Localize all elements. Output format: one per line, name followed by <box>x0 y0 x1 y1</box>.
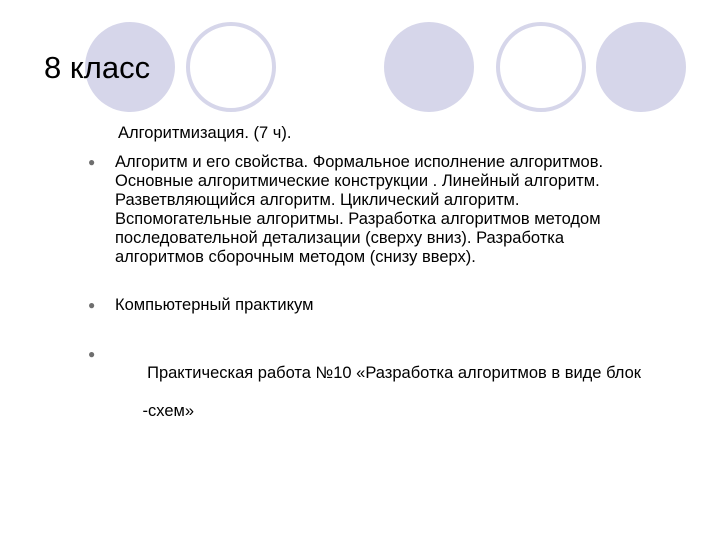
list-item <box>88 345 720 440</box>
text-line: Практическая работа №10 «Разработка алгоритмов в виде блок <box>142 364 641 382</box>
text-line: алгоритмов сборочным методом (снизу вверх). <box>115 248 476 266</box>
text-line: Компьютерный практикум <box>115 296 314 314</box>
list-item <box>88 296 720 315</box>
decorative-circle-outline <box>186 22 276 112</box>
bullet-icon: ● <box>88 298 96 312</box>
decorative-circle-filled <box>384 22 474 112</box>
text-line: -схем» <box>142 402 195 420</box>
list-item-text <box>115 296 720 315</box>
slide-title: 8 класс <box>44 50 151 85</box>
text-line: Алгоритм и его свойства. Формальное исполнение алгоритмов. <box>115 153 604 171</box>
list-item-text <box>115 345 720 440</box>
list-item <box>88 153 720 267</box>
bullet-icon: ● <box>88 347 96 361</box>
text-line: последовательной детализации (сверху вниз). Разработка <box>115 229 565 247</box>
decorative-circle-filled <box>596 22 686 112</box>
text-line: Разветвляющийся алгоритм. Циклический алгоритм. <box>115 191 520 209</box>
text-line: Основные алгоритмические конструкции . Линейный алгоритм. <box>115 172 600 190</box>
bullet-icon: ● <box>88 155 96 169</box>
decorative-circle-outline <box>496 22 586 112</box>
section-subheading: Алгоритмизация. (7 ч). <box>118 124 292 142</box>
text-line: Вспомогательные алгоритмы. Разработка алгоритмов методом <box>115 210 601 228</box>
list-item-text <box>115 153 720 267</box>
